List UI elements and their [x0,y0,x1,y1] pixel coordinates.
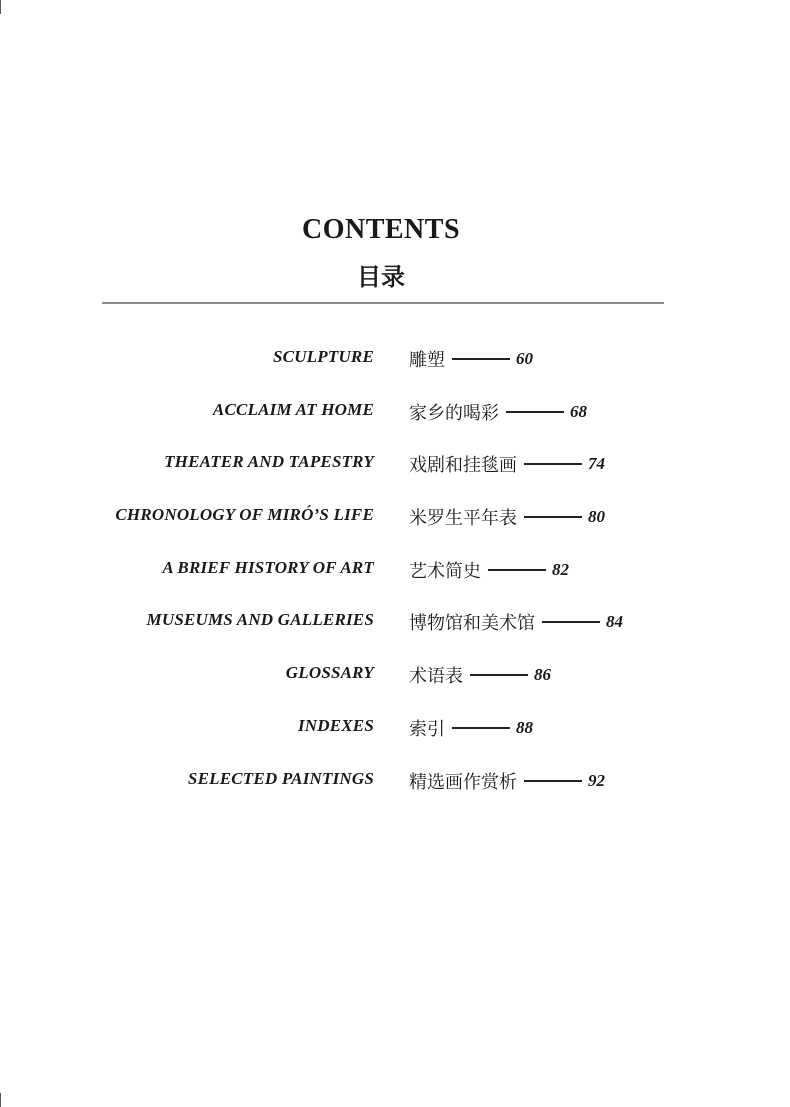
toc-entry-page-number: 82 [552,559,569,579]
toc-entry-title-en: ACCLAIM AT HOME [212,399,374,419]
toc-entry-glossary[interactable] [0,661,790,714]
toc-entry-acclaim-at-home[interactable] [0,398,790,451]
toc-entry-title-cn: 艺术简史 [409,560,481,582]
leader-line [542,621,600,623]
toc-entry-museums-and-galleries[interactable] [0,608,790,661]
toc-entry-page-number: 74 [588,454,605,474]
leader-line [452,727,510,729]
leader-line [488,569,546,571]
toc-entry-title-en: SELECTED PAINTINGS [187,768,374,788]
title-divider [102,302,664,304]
toc-entry-page-number: 88 [516,717,533,737]
toc-entry-title-en: GLOSSARY [285,663,374,683]
toc-entry-page-number: 60 [516,349,533,368]
toc-entry-title-cn: 戏剧和挂毯画 [409,455,517,477]
toc-entry-page-number: 80 [588,507,605,527]
crop-mark-bottom [0,1093,1,1107]
toc-entry-title-en: SCULPTURE [273,347,374,366]
leader-line [524,516,582,518]
toc-entry-title-en: A BRIEF HISTORY OF ART [162,557,374,577]
toc-entry-title-en: INDEXES [297,715,374,735]
leader-line [524,463,582,465]
toc-entry-page-number: 68 [570,401,587,421]
leader-line [470,674,528,676]
page-title-chinese: 目录 [357,263,405,291]
page-title-english: CONTENTS [301,214,461,245]
toc-entry-brief-history-of-art[interactable] [0,556,790,609]
toc-entry-title-en: THEATER AND TAPESTRY [164,452,374,472]
toc-entry-title-cn: 索引 [409,718,445,740]
toc-entry-sculpture[interactable] [0,345,790,398]
toc-entry-title-cn: 米罗生平年表 [409,508,517,530]
toc-entry-page-number: 92 [588,770,605,790]
toc-entry-selected-paintings[interactable] [0,767,790,820]
toc-entry-title-cn: 精选画作赏析 [409,771,517,793]
toc-entry-title-cn: 术语表 [409,666,463,688]
toc-entry-page-number: 84 [606,612,623,632]
leader-line [506,411,564,413]
leader-line [524,780,582,782]
crop-mark-top [0,0,1,14]
toc-entry-title-cn: 家乡的喝彩 [409,402,499,424]
leader-line [452,358,510,360]
toc-entry-title-en: MUSEUMS AND GALLERIES [146,610,374,630]
table-of-contents [0,345,790,819]
toc-entry-title-cn: 博物馆和美术馆 [409,613,535,635]
toc-entry-indexes[interactable] [0,714,790,767]
toc-entry-chronology[interactable] [0,503,790,556]
toc-entry-theater-and-tapestry[interactable] [0,450,790,503]
toc-entry-page-number: 86 [534,665,551,685]
toc-entry-title-cn: 雕塑 [409,350,445,371]
toc-entry-title-en: CHRONOLOGY OF MIRÓ’S LIFE [115,505,374,525]
